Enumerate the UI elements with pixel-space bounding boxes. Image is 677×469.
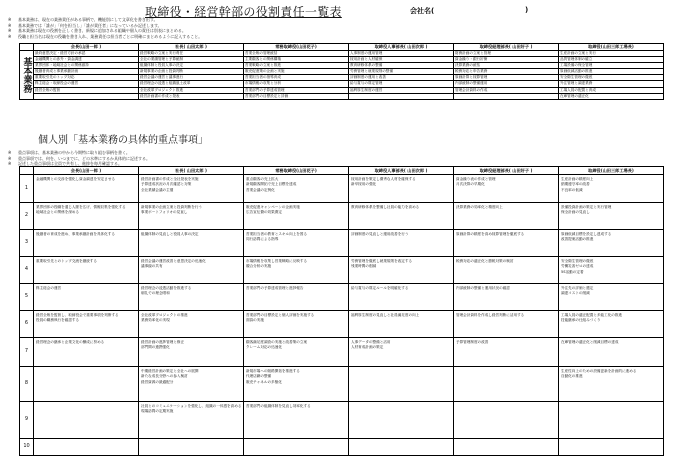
roles-table-header <box>20 44 664 51</box>
priorities-table-header <box>20 167 664 175</box>
cell-line: 税務対応の適正化と節税対策の検討 <box>456 259 514 263</box>
table-cell <box>559 203 664 230</box>
cell-line: 原価計算の精度を高め採算管理を徹底する <box>456 232 525 236</box>
table-cell <box>139 367 244 402</box>
cell-line: 地域社会との関係を深める <box>36 210 80 215</box>
table-cell <box>244 439 349 456</box>
table-cell: 給与賞与の算定管理 <box>349 81 454 87</box>
table-cell: 金融機関との渉外・資金調達 <box>34 57 139 63</box>
table-cell <box>454 402 559 439</box>
table-cell <box>349 257 454 284</box>
cell-line: 営業部門の組織体制を見直し効率化する <box>246 404 311 408</box>
cell-line: 中期経営計画の策定と全社への展開 <box>141 369 199 373</box>
cell-line: 金融機関との交渉を強化し資金調達を安定させる <box>36 177 116 181</box>
cell-line: 事業ポートフォリオの見直し <box>141 210 188 215</box>
table-cell <box>559 402 664 439</box>
table-cell <box>244 402 349 439</box>
table-cell: 原価計算と採算管理 <box>454 75 559 81</box>
cell-line: 工場人員の適正配置と多能工化の推進 <box>561 313 623 317</box>
cell-line: 教育研修体系を整備し社員の能力を高める <box>351 205 420 209</box>
table-cell <box>454 175 559 203</box>
row-number: 8 <box>20 367 34 402</box>
cell-line: 月次決算の早期化 <box>456 182 485 187</box>
table-cell: 業界団体・地域社会との関係維持 <box>34 63 139 69</box>
cell-line: 経営計画書の作成と全社発表を実施 <box>141 177 199 181</box>
table-cell: 営業戦略の立案と推進 <box>244 63 349 69</box>
cell-line: 業界団体の役職を通じ人脈を広げ、情報収集を強化する <box>36 205 126 209</box>
table-row <box>20 338 664 367</box>
table-cell <box>454 257 559 284</box>
cell-line: 競合分析の実施 <box>246 264 272 269</box>
table-cell <box>454 367 559 402</box>
cell-line: 原価低減目標を設定し達成する <box>561 232 612 236</box>
table-cell: 在庫管理の適正化 <box>559 93 664 99</box>
note-text: 記述した重点事項は全員で共有し、進捗を毎月確認する。 <box>18 161 122 167</box>
cell-line: 経営資源の最適配分 <box>141 379 174 384</box>
table-cell <box>349 367 454 402</box>
cell-line: クレーム対応の迅速化 <box>246 345 282 350</box>
cell-line: 社員とのコミュニケーションを強化し、組織の一体感を高める <box>141 404 241 408</box>
table-cell <box>244 257 349 284</box>
section-label: 基本業務 <box>20 51 34 100</box>
table-cell: 経営戦略の立案と実行責任 <box>139 51 244 57</box>
table-cell <box>454 284 559 311</box>
table-cell <box>349 402 454 439</box>
table-cell: 販売促進策の企画と実施 <box>244 69 349 75</box>
section-subtitle: 個人別「基本業務の具体的重点事項」 <box>38 135 208 146</box>
table-row <box>20 402 664 439</box>
cell-line: 重要取引先とのトップ交流を継続する <box>36 259 97 263</box>
column-header: 会長(山田一郎 ) <box>34 44 139 51</box>
cell-line: 評価制度の見直しと運用改善を行う <box>351 232 409 236</box>
table-cell <box>244 367 349 402</box>
cell-line: 部門間の連携強化 <box>141 345 170 350</box>
row-number: 1 <box>20 175 34 203</box>
cell-line: 全社業績会議の主催 <box>141 187 174 192</box>
cell-line: 不良率の低減 <box>561 187 583 192</box>
cell-line: 設備投資計画の策定と実行管理 <box>561 205 612 209</box>
row-number: 2 <box>20 203 34 230</box>
cell-line: 業務効率化の実現 <box>141 318 170 323</box>
table-cell: 資金繰り・銀行折衝 <box>454 57 559 63</box>
cell-line: 営業担当者の教育とスキル向上を図る <box>246 232 308 236</box>
table-cell: 営業部門の目標設定と評価 <box>244 93 349 99</box>
table-cell: 内部統制の整備運用 <box>454 81 559 87</box>
table-cell <box>139 257 244 284</box>
cell-line: 資金繰り表の作成と管理 <box>456 177 496 181</box>
note-text: 役職と担当名は現在の役職を書き入れ、業務責任は担当者ごとに明確にまとめるように記入すること。 <box>18 33 203 39</box>
corner-cell <box>20 44 34 51</box>
cell-line: 生産計画の精度向上 <box>561 177 594 181</box>
table-row <box>20 230 664 257</box>
table-cell <box>34 284 139 311</box>
table-cell <box>559 257 664 284</box>
table-cell: 全社改革プロジェクト推進 <box>139 87 244 93</box>
column-header: 取締役人事部長( 山田次郎 ) <box>349 44 454 51</box>
note-text: 基本業務は、現在の業務責任がある事柄で、機能別にして文章化を書き出す。 <box>18 17 158 22</box>
cell-line: 重点顧客の売上拡大 <box>246 177 279 181</box>
cell-line: 管理会計資料を作成し経営判断に活用する <box>456 313 525 317</box>
cell-line: 予算達成状況の月次確認と対策 <box>141 182 192 187</box>
table-cell <box>244 311 349 338</box>
table-cell <box>244 338 349 367</box>
table-cell <box>244 175 349 203</box>
row-number: 5 <box>20 284 34 311</box>
cell-line: 経営理念の浸透活動を推進する <box>141 286 192 290</box>
table-cell <box>34 311 139 338</box>
table-cell: 新規事業の企画と投資判断 <box>139 69 244 75</box>
table-cell <box>454 203 559 230</box>
table-cell: 全社の業績管理と予算統制 <box>139 57 244 63</box>
cell-line: 代理店網の整備 <box>246 374 272 379</box>
table-cell: 経営会議の運営と議事進行 <box>139 75 244 81</box>
table-cell <box>559 284 664 311</box>
cell-line: 調達コストの削減 <box>561 291 590 296</box>
table-cell <box>139 338 244 367</box>
table-cell: 主要顧客との関係構築 <box>244 57 349 63</box>
column-header: 社長( 山田太郎 ) <box>139 44 244 51</box>
corner-cell <box>20 167 34 175</box>
table-cell <box>559 338 664 367</box>
table-cell: 生産計画の立案と実行 <box>559 51 664 57</box>
table-row <box>20 257 664 284</box>
cell-line: 株主総会の運営 <box>36 286 62 290</box>
table-row <box>20 203 664 230</box>
cell-line: 残業時間の削減 <box>351 264 377 269</box>
cell-line: 経営会議の運営改善と意思決定の迅速化 <box>141 259 206 263</box>
note-mark: ※ <box>8 161 12 167</box>
cell-line: 経営全般を監督し、取締役会で重要事項を判断する <box>36 313 119 317</box>
cell-line: 福利厚生制度の見直しと社員満足度の向上 <box>351 313 420 317</box>
cell-line: 自動化の推進 <box>561 374 583 379</box>
table-cell: 営業部門の予算達成管理 <box>244 87 349 93</box>
cell-line: 市場情報を収集し営業戦略に反映する <box>246 259 308 263</box>
table-cell <box>559 175 664 203</box>
table-cell: 営業全般の管理統括 <box>244 51 349 57</box>
table-cell <box>244 203 349 230</box>
table-cell: 工場設備の保全管理 <box>559 63 664 69</box>
table-cell: 管理会計資料の作成 <box>454 87 559 93</box>
table-cell: 財務計画の立案と管理 <box>454 51 559 57</box>
table-cell <box>454 93 559 99</box>
note-mark: ※ <box>8 22 12 28</box>
note-mark: ※ <box>8 33 12 39</box>
cell-line: 改善提案活動の推進 <box>561 237 594 242</box>
table-row <box>20 311 664 338</box>
cell-line: 新卒採用の強化 <box>351 182 377 187</box>
cell-line: 新規事業の企画立案と投資判断を行う <box>141 205 203 209</box>
cell-line: 労務管理を徹底し就業規則を改定する <box>351 259 413 263</box>
table-cell <box>34 257 139 284</box>
row-number: 6 <box>20 311 34 338</box>
table-cell: 後継者育成と事業承継計画 <box>34 69 139 75</box>
row-number: 9 <box>20 402 34 439</box>
cell-line: 営業部門の予算達成管理と進捗報告 <box>246 286 304 290</box>
cell-line: 生産性向上のための設備更新を計画的に進める <box>561 369 637 373</box>
cell-line: 経営計画の進捗管理と修正 <box>141 340 185 344</box>
cell-line: 技能継承の仕組みづくり <box>561 318 601 323</box>
cell-line: 納期遵守率の改善 <box>561 182 590 187</box>
cell-line: 給与賞与の算定ルールを明確化する <box>351 286 409 290</box>
note-text: 基本業務は現在の役割を正しく書き、新規に追加される組織や個人の責任は別表にまとめる。 <box>18 28 186 34</box>
table-cell <box>34 338 139 367</box>
column-header: 社長( 山田太郎 ) <box>139 167 244 175</box>
table-cell: 最終意思決定・経営方針の承認 <box>34 51 139 57</box>
cell-line: 営業部門の目標設定と個人評価を実施する <box>246 313 315 317</box>
table-cell <box>454 439 559 456</box>
cell-line: 販売チャネルの多様化 <box>246 379 282 384</box>
column-header: 会長(山田一郎 ) <box>34 167 139 175</box>
cell-line: 朝礼での理念唱和 <box>141 291 170 296</box>
table-cell: 人事制度の運用管理 <box>349 51 454 57</box>
table-cell <box>244 284 349 311</box>
table-cell <box>34 439 139 456</box>
table-cell <box>349 439 454 456</box>
column-header: 取締役経理部長( 山田好子 ) <box>454 167 559 175</box>
cell-line: 安全衛生管理の徹底 <box>561 259 594 263</box>
column-header: 取締役(山田三郎工場長) <box>559 44 664 51</box>
table-cell <box>454 230 559 257</box>
table-cell <box>244 230 349 257</box>
note-text: 重点事項では、何を、いつまでに、どの水準にするか具体的に記述する。 <box>18 155 150 161</box>
cell-line: 予算管理制度の改善 <box>456 340 489 344</box>
column-header: 常務取締役(山田花子) <box>244 44 349 51</box>
note-text: 基本業務では「誰が」「何を担当し」「誰が責任者」になっているか記述します。 <box>18 22 162 28</box>
cell-line: 経営理念の継承と企業文化の醸成に努める <box>36 340 105 344</box>
table-cell: 外注管理と調達業務 <box>559 81 664 87</box>
table-cell <box>34 203 139 230</box>
table-cell: 市場情報の収集と分析 <box>244 81 349 87</box>
table-cell: 株主総会・取締役会の運営 <box>34 81 139 87</box>
cell-line: 現場訪問の定期実施 <box>141 409 174 414</box>
cell-line: 販売促進キャンペーンの企画実施 <box>246 205 300 209</box>
note-mark: ※ <box>8 28 12 34</box>
cell-line: 保全計画の見直し <box>561 210 590 215</box>
table-row <box>20 439 664 456</box>
table-cell <box>349 93 454 99</box>
cell-line: 顧客満足度調査の実施と改善策の立案 <box>246 340 308 344</box>
table-cell: 採用計画と人材確保 <box>349 57 454 63</box>
table-cell: 税務対応と申告業務 <box>454 69 559 75</box>
column-header: 取締役人事部長( 山田次郎 ) <box>349 167 454 175</box>
table-cell <box>349 284 454 311</box>
table-cell <box>559 311 664 338</box>
cell-line: 役員の職務執行を確認する <box>36 318 80 323</box>
table-cell <box>349 311 454 338</box>
table-cell: 営業担当者の指導育成 <box>244 75 349 81</box>
table-row <box>20 175 664 203</box>
cell-line: 内部統制の整備と運用状況の確認 <box>456 286 510 290</box>
table-cell: 労務管理と就業規則の整備 <box>349 69 454 75</box>
table-cell <box>34 367 139 402</box>
row-number: 7 <box>20 338 34 367</box>
table-cell: 福利厚生制度の運営 <box>349 87 454 93</box>
table-cell: 安全衛生管理の徹底 <box>559 75 664 81</box>
table-cell <box>139 439 244 456</box>
table-cell: 教育研修体系の整備 <box>349 63 454 69</box>
cell-line: 新規顧客開拓で売上目標を達成 <box>246 182 297 187</box>
table-cell <box>349 203 454 230</box>
note-line <box>8 34 548 40</box>
table-cell <box>139 203 244 230</box>
table-cell <box>349 338 454 367</box>
table-cell <box>139 284 244 311</box>
instruction-notes-bottom <box>8 150 368 167</box>
table-row <box>20 284 664 311</box>
roles-table <box>19 43 664 100</box>
cell-line: 新規市場への販路開拓を推進する <box>246 369 300 373</box>
table-cell <box>34 230 139 257</box>
cell-line: 人材育成計画の策定 <box>351 345 384 350</box>
cell-line: 人事データの整備と活用 <box>351 340 391 344</box>
table-cell: 工場人員の配置と育成 <box>559 87 664 93</box>
cell-line: 後継者の育成を進め、事業承継計画を具体化する <box>36 232 115 236</box>
table-cell: 品質管理体制の確立 <box>559 57 664 63</box>
table-cell <box>559 230 664 257</box>
cell-line: 新たな成長分野への参入検討 <box>141 374 188 379</box>
table-cell <box>349 230 454 257</box>
table-cell <box>34 93 139 99</box>
table-cell <box>34 402 139 439</box>
cell-line: 全社改革プロジェクトの推進 <box>141 313 188 317</box>
table-cell: 組織体制と役員人事の決定 <box>139 63 244 69</box>
note-mark: ※ <box>8 150 12 155</box>
company-name-label: 会社名( <box>410 7 435 15</box>
table-cell: 重要取引先のトップ対応 <box>34 75 139 81</box>
cell-line: 外注先の評価と選定 <box>561 286 594 290</box>
cell-line: 決算業務の効率化と精度向上 <box>456 205 503 209</box>
table-cell <box>34 175 139 203</box>
table-cell <box>139 311 244 338</box>
table-cell: 評価制度の運用と改善 <box>349 75 454 81</box>
table-cell <box>139 175 244 203</box>
table-cell <box>559 439 664 456</box>
note-text: 重点事項は、基本業務の中から今期特に取り組む事柄を書く。 <box>18 150 130 155</box>
note-mark: ※ <box>8 17 12 22</box>
table-cell: 経営計画書の作成と発表 <box>139 93 244 99</box>
cell-line: 5S活動の定着 <box>561 269 584 274</box>
table-cell <box>454 338 559 367</box>
row-number: 10 <box>20 439 34 456</box>
instruction-notes-top <box>8 17 548 39</box>
table-cell: 経営全般の監督 <box>34 87 139 93</box>
row-number: 3 <box>20 230 34 257</box>
cell-line: 面談の実施 <box>246 318 264 323</box>
cell-line: 広告宣伝費の効果測定 <box>246 210 282 215</box>
column-header: 常務取締役(山田花子) <box>244 167 349 175</box>
table-cell: 経営理念の浸透と組織風土改革 <box>139 81 244 87</box>
cell-line: 採用計画を策定し優秀な人材を確保する <box>351 177 416 181</box>
table-cell <box>139 230 244 257</box>
company-name-close: ) <box>525 6 529 14</box>
table-cell <box>349 175 454 203</box>
cell-line: 営業会議の定例化 <box>246 187 275 192</box>
table-row <box>20 367 664 402</box>
cell-line: 在庫管理の適正化と削減目標の達成 <box>561 340 619 344</box>
page-title: 取締役・経営幹部の役割責任一覧表 <box>145 5 342 19</box>
cell-line: 労働災害ゼロの達成 <box>561 264 594 269</box>
row-number: 4 <box>20 257 34 284</box>
table-cell <box>454 311 559 338</box>
table-cell <box>559 367 664 402</box>
table-cell <box>139 402 244 439</box>
table-row <box>20 93 664 99</box>
column-header: 取締役経理部長( 山田好子 ) <box>454 44 559 51</box>
cell-line: 同行訪問による指導 <box>246 237 279 242</box>
table-cell: 原価低減活動の推進 <box>559 69 664 75</box>
table-cell: 決算業務の統括 <box>454 63 559 69</box>
note-mark: ※ <box>8 155 12 161</box>
column-header: 取締役(山田三郎工場長) <box>559 167 664 175</box>
priorities-table <box>19 166 664 456</box>
cell-line: 議事録の共有 <box>141 264 163 269</box>
cell-line: 組織体制の見直しと役員人事の決定 <box>141 232 199 236</box>
